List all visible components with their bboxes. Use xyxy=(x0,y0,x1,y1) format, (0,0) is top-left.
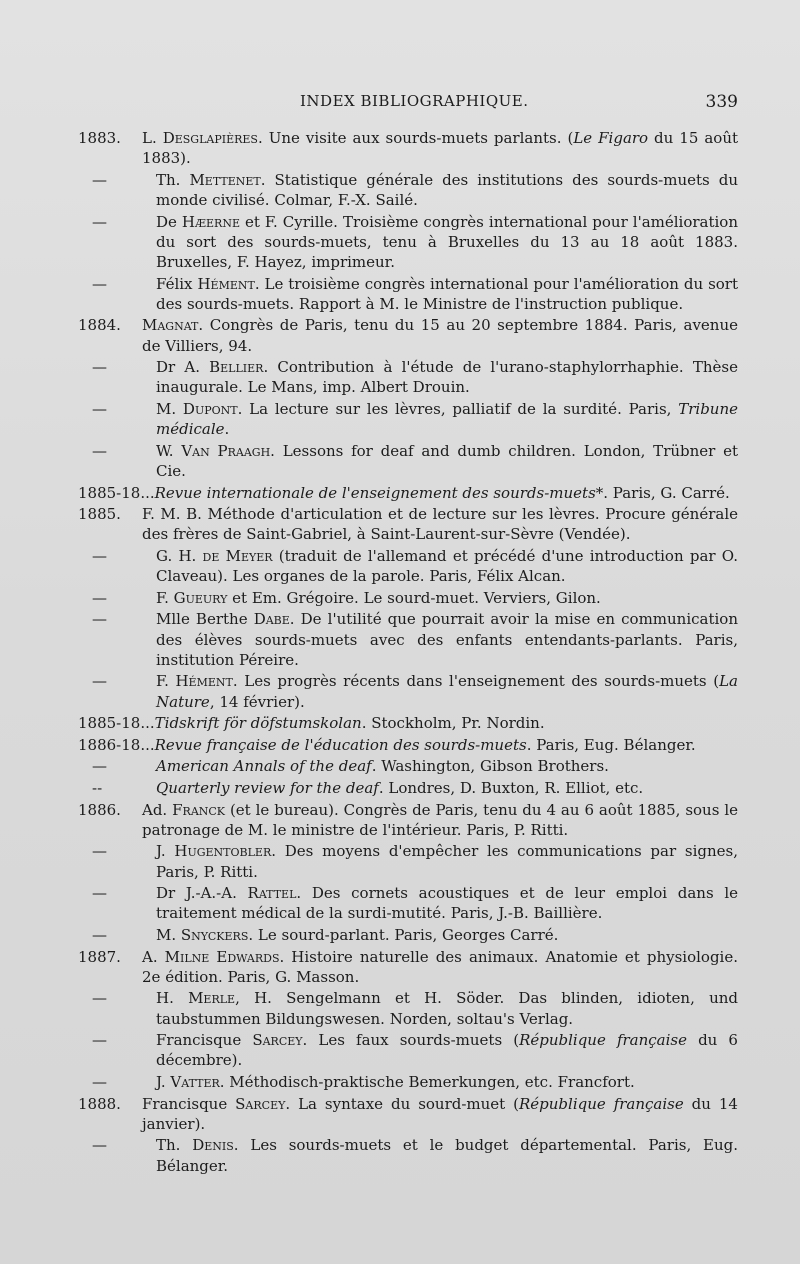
entry-prefix: H. xyxy=(156,989,189,1008)
entry-text xyxy=(142,315,738,355)
entry-prefix: M. xyxy=(156,925,181,944)
entry-body: Méthode d'articulation et de lecture sur les lèvres. Procure générale des frères de Saint-Gabriel, à Saint-Laurent-sur-Sèvre (Vendée). xyxy=(142,505,739,544)
entry-author: Snyckers xyxy=(180,925,249,944)
entry-body: . Congrès de Paris, tenu du 15 au 20 septembre 1884. Paris, avenue de Villiers, 94. xyxy=(142,316,738,355)
entry-year: — xyxy=(92,1136,107,1155)
entry-text xyxy=(156,609,738,670)
entry-year: 1888. xyxy=(78,1094,121,1113)
entry-prefix: J. xyxy=(156,1072,171,1091)
entry-body: . Contribution à l'étude de l'urano-staphylorrhaphie. Thèse inaugurale. Le Mans, imp. Albert Drouin. xyxy=(156,358,738,397)
entry-year: — xyxy=(92,925,107,944)
bibliography-entry xyxy=(78,1135,738,1175)
entry-suffix: , 14 février). xyxy=(209,692,305,711)
entry-italic-title: Tidskrift för döfstumskolan xyxy=(154,714,362,733)
bibliography-entry xyxy=(78,504,738,544)
entry-text xyxy=(156,756,738,776)
entry-year: 1885. xyxy=(78,505,121,524)
entry-prefix: F. xyxy=(156,588,174,607)
bibliography-entry xyxy=(78,841,738,881)
entry-author: Van Praagh xyxy=(181,441,271,460)
entry-author: Merle xyxy=(188,989,236,1008)
entry-author: Hément xyxy=(197,274,255,293)
entry-suffix: du 14 janvier). xyxy=(142,1094,738,1133)
entry-author: Dupont xyxy=(182,399,238,418)
entry-author: Hément xyxy=(175,672,233,691)
bibliography-entry xyxy=(78,315,738,355)
bibliography-entry xyxy=(78,212,738,273)
entry-suffix: du 15 août 1883). xyxy=(142,129,739,168)
entry-text xyxy=(156,212,738,273)
bibliography-entry xyxy=(78,735,738,755)
entry-italic-title: République française xyxy=(519,1094,684,1113)
entry-prefix: A. xyxy=(142,947,165,966)
entry-author: Denis xyxy=(192,1136,234,1155)
entry-body: . Le troisième congrès international pour l'amélioration du sort des sourds-muets. Rapport à M. le Ministre de l'instruction publique. xyxy=(156,274,738,313)
entry-year: 1886-18... xyxy=(78,735,155,754)
entry-text xyxy=(156,1135,738,1175)
entry-prefix: J. xyxy=(156,842,175,861)
entry-author: Desglapières xyxy=(162,129,258,147)
entry-text xyxy=(156,399,738,439)
entry-year: — xyxy=(92,884,107,903)
entry-prefix: Félix xyxy=(156,274,198,293)
entry-prefix: W. xyxy=(156,441,182,460)
bibliography-entry xyxy=(78,170,738,210)
entry-text xyxy=(142,128,738,168)
entry-text xyxy=(156,170,738,210)
entry-year: — xyxy=(92,546,107,565)
entry-italic-title: Le Figaro xyxy=(573,129,649,147)
entry-year: — xyxy=(92,610,107,629)
entry-text xyxy=(156,778,738,798)
bibliography-entry xyxy=(78,274,738,314)
entry-author: Magnat xyxy=(142,316,199,335)
entry-text xyxy=(142,800,738,840)
entry-author: Mettenet xyxy=(189,170,261,189)
bibliography-entry xyxy=(78,671,738,711)
bibliography-entry xyxy=(78,399,738,439)
entry-year: — xyxy=(92,1072,107,1091)
entry-year: — xyxy=(92,212,107,231)
entry-prefix: Mlle Berthe xyxy=(156,610,254,629)
entry-suffix: . Londres, D. Buxton, R. Elliot, etc. xyxy=(378,778,644,797)
bibliography-entry xyxy=(78,800,738,840)
bibliography-entry xyxy=(78,713,738,733)
bibliography-entry xyxy=(78,546,738,586)
entry-body: , H. Sengelmann et H. Söder. Das blinden, idioten, und taubstummen Bildungswesen. Norden, soltau's Verlag. xyxy=(156,989,738,1028)
entry-prefix: Dr J.-A.-A. xyxy=(156,884,248,903)
entry-body: . Les progrès récents dans l'enseignement des sourds-muets ( xyxy=(232,672,720,691)
entry-body: . Statistique générale des institutions des sourds-muets du monde civilisé. Colmar, F.-X. Sailé. xyxy=(156,170,739,209)
entry-author: Bellier xyxy=(209,358,264,377)
entry-body: (traduit de l'allemand et précédé d'une introduction par O. Claveau). Les organes de la parole. Paris, Félix Alcan. xyxy=(156,546,738,586)
entry-body: . La lecture sur les lèvres, palliatif de la surdité. Paris, xyxy=(237,399,679,418)
entry-prefix: Dr A. xyxy=(156,358,210,377)
entry-year: — xyxy=(92,989,107,1008)
entry-italic-title: Revue française de l'éducation des sourds-muets xyxy=(154,735,527,754)
entry-body: . Méthodisch-praktische Bemerkungen, etc. Francfort. xyxy=(219,1072,635,1091)
entry-year: 1884. xyxy=(78,316,121,335)
entry-body: . La syntaxe du sourd-muet ( xyxy=(285,1094,519,1113)
entry-text xyxy=(142,504,738,544)
entry-year: 1886. xyxy=(78,800,121,819)
entry-body: . De l'utilité que pourrait avoir la mise en communication des élèves sourds-muets avec des enfants entendants-parlants. Paris, institution Péreire. xyxy=(156,610,738,669)
entry-suffix: . xyxy=(224,420,230,439)
entry-year: — xyxy=(92,1031,107,1050)
entry-text xyxy=(156,1030,738,1070)
entry-year: — xyxy=(92,842,107,861)
entry-body: . Lessons for deaf and dumb children. London, Trübner et Cie. xyxy=(156,441,739,480)
entry-italic-title: Revue internationale de l'enseignement des sourds-muets xyxy=(154,483,596,502)
entry-text xyxy=(156,925,738,945)
entry-body: . Histoire naturelle des animaux. Anatomie et physiologie. 2e édition. Paris, G. Masson. xyxy=(142,947,738,986)
bibliography-entry xyxy=(78,756,738,776)
entry-author: Dabe xyxy=(253,610,290,629)
bibliography-entry xyxy=(78,778,738,798)
entry-prefix: F. M. B. xyxy=(142,505,208,524)
entry-body: . Les sourds-muets et le budget départemental. Paris, Eug. Bélanger. xyxy=(156,1136,738,1175)
entry-prefix: L. xyxy=(142,129,163,147)
entry-author: Gueury xyxy=(173,588,228,607)
entry-text xyxy=(156,988,738,1028)
entry-text xyxy=(156,274,738,314)
entry-suffix: *. Paris, G. Carré. xyxy=(595,483,730,502)
entry-author: de Meyer xyxy=(202,546,273,565)
entry-year: — xyxy=(92,358,107,377)
entry-author: Franck xyxy=(172,800,226,819)
entry-body: et Em. Grégoire. Le sourd-muet. Verviers, Gilon. xyxy=(227,588,601,607)
entry-prefix: F. xyxy=(156,672,176,691)
entry-italic-title: République française xyxy=(519,1031,687,1050)
entry-prefix: Th. xyxy=(156,1136,193,1155)
bibliography-entry xyxy=(78,1030,738,1070)
entry-prefix: Francisque xyxy=(156,1031,253,1050)
bibliography-entry xyxy=(78,947,738,987)
entry-text xyxy=(156,546,738,586)
entry-prefix: Th. xyxy=(156,170,190,189)
entry-year: — xyxy=(92,274,107,293)
entry-body: . Le sourd-parlant. Paris, Georges Carré. xyxy=(248,925,559,944)
entry-text xyxy=(156,671,738,711)
entry-suffix: . Stockholm, Pr. Nordin. xyxy=(361,714,545,733)
entry-body: et F. Cyrille. Troisième congrès international pour l'amélioration du sort des sourds-muets, tenu à Bruxelles du 13 au 18 août 1883. Bruxelles, F. Hayez, imprimeur. xyxy=(156,212,738,271)
entry-italic-title: Quarterly review for the deaf xyxy=(156,778,379,797)
entry-text xyxy=(155,735,738,755)
entry-text xyxy=(156,441,738,481)
entry-italic-title: American Annals of the deaf xyxy=(156,757,372,776)
entry-text xyxy=(155,713,738,733)
entry-text xyxy=(156,1072,738,1092)
entry-suffix: du 6 décembre). xyxy=(156,1031,738,1070)
entry-year: — xyxy=(92,441,107,460)
bibliography-entry xyxy=(78,441,738,481)
entry-author: Milne Edwards xyxy=(164,947,280,966)
page-number: 339 xyxy=(705,92,738,112)
entry-prefix: De xyxy=(156,212,182,231)
bibliography-entry xyxy=(78,128,738,168)
entry-body: . Des moyens d'empêcher les communications par signes, Paris, P. Ritti. xyxy=(156,842,738,881)
bibliography-entry xyxy=(78,1072,738,1092)
entry-year: — xyxy=(92,672,107,691)
bibliography-entry xyxy=(78,1094,738,1134)
entry-prefix: M. xyxy=(156,399,183,418)
entry-year: -- xyxy=(92,778,103,797)
entry-suffix: . Paris, Eug. Bélanger. xyxy=(526,735,696,754)
entry-year: 1887. xyxy=(78,947,121,966)
entry-year: — xyxy=(92,757,107,776)
entry-author: Hugentobler xyxy=(174,842,272,861)
entry-author: Hæerne xyxy=(181,212,240,231)
bibliography-entry xyxy=(78,483,738,503)
entry-text xyxy=(142,1094,738,1134)
entry-suffix: . Washington, Gibson Brothers. xyxy=(371,757,609,776)
entry-text xyxy=(156,841,738,881)
bibliography-list xyxy=(78,128,738,1177)
entry-year: — xyxy=(92,399,107,418)
entry-body: . Des cornets acoustiques et de leur emploi dans le traitement médical de la surdi-mutité. Paris, J.-B. Baillière. xyxy=(156,884,738,923)
entry-author: Sarcey xyxy=(235,1094,286,1113)
bibliography-entry xyxy=(78,925,738,945)
bibliography-entry xyxy=(78,588,738,608)
bibliography-entry xyxy=(78,883,738,923)
entry-text xyxy=(156,588,738,608)
running-title: INDEX BIBLIOGRAPHIQUE. xyxy=(300,92,529,110)
entry-italic-title: La Nature xyxy=(156,672,738,711)
entry-year: 1885-18... xyxy=(78,714,155,733)
entry-author: Rattel xyxy=(247,884,297,903)
bibliography-entry xyxy=(78,357,738,397)
entry-prefix: G. H. xyxy=(156,546,203,565)
entry-year: 1883. xyxy=(78,129,121,147)
entry-text xyxy=(156,357,738,397)
entry-author: Vatter xyxy=(170,1072,220,1091)
entry-text xyxy=(142,947,738,987)
entry-year: 1885-18... xyxy=(78,483,155,502)
entry-text xyxy=(156,883,738,923)
entry-author: Sarcey xyxy=(252,1031,303,1050)
entry-prefix: Ad. xyxy=(142,800,173,819)
bibliography-entry xyxy=(78,988,738,1028)
entry-prefix: Francisque xyxy=(142,1094,236,1113)
entry-year: — xyxy=(92,170,107,189)
entry-year: — xyxy=(92,588,107,607)
entry-body: (et le bureau). Congrès de Paris, tenu du 4 au 6 août 1885, sous le patronage de M. le ministre de l'intérieur. Paris, P. Ritti. xyxy=(142,800,738,839)
entry-italic-title: Tribune médicale xyxy=(156,399,738,439)
entry-text xyxy=(155,483,738,503)
entry-body: . Les faux sourds-muets ( xyxy=(302,1031,520,1050)
entry-body: . Une visite aux sourds-muets parlants. ( xyxy=(257,129,574,147)
bibliography-entry xyxy=(78,609,738,670)
